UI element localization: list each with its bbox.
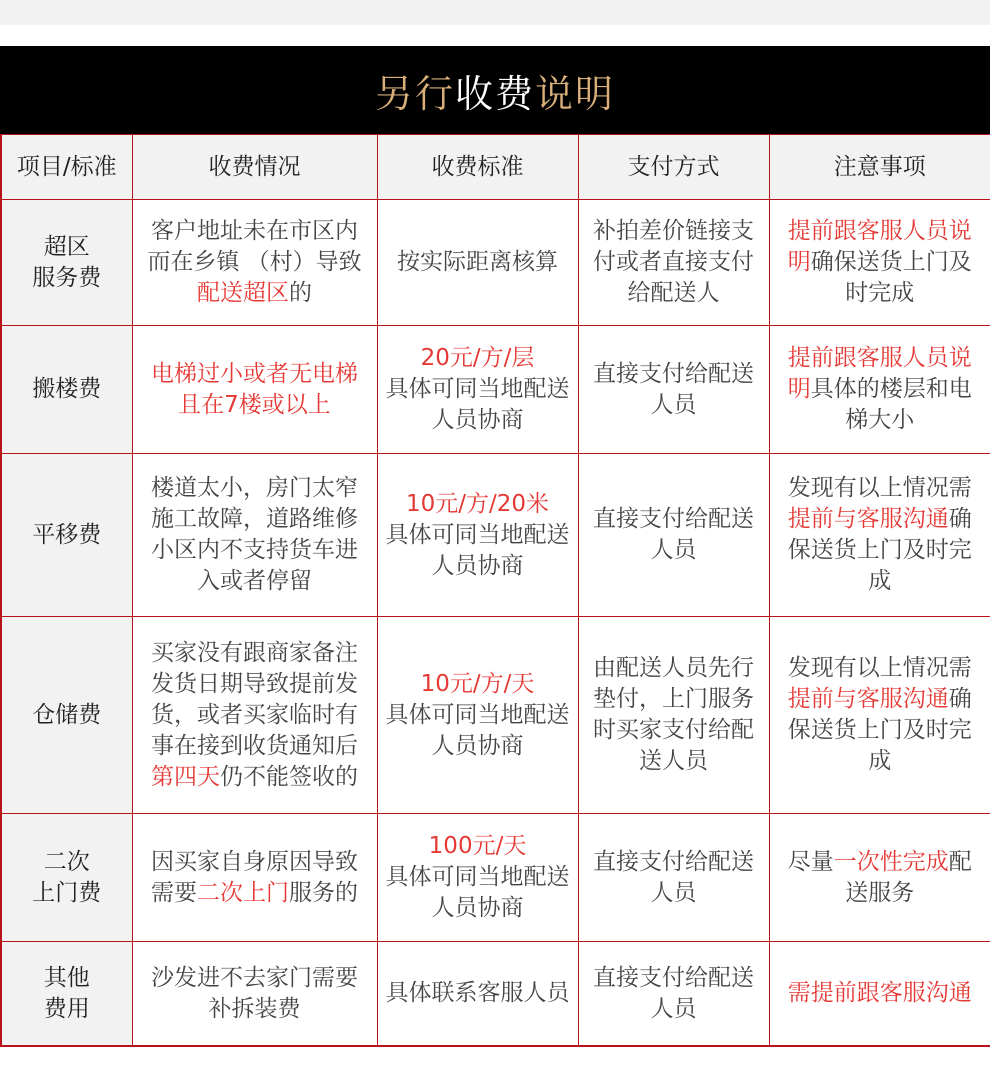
highlight-text: 第四天: [151, 763, 220, 790]
header-row: [1, 135, 990, 200]
payment-cell: [578, 617, 769, 814]
standard-cell: [377, 454, 578, 617]
highlight-text: 10元/方/20米: [405, 490, 550, 517]
cell-text: 直接支付给配送人员: [593, 964, 754, 1022]
situation-cell: [132, 200, 377, 326]
table-row: [1, 942, 990, 1046]
top-strip: [0, 0, 990, 25]
header-situation: 收费情况: [132, 135, 377, 200]
highlight-text: 配送超区: [197, 280, 289, 307]
notes-cell: [769, 617, 990, 814]
header-item: 项目/标准: [1, 135, 132, 200]
header-payment: 支付方式: [578, 135, 769, 200]
notes-cell: [769, 942, 990, 1046]
cell-text: 沙发进不去家门需要补拆装费: [151, 964, 358, 1022]
table-row: [1, 326, 990, 454]
highlight-text: 提前跟客服人员说明: [787, 218, 972, 276]
highlight-text: 电梯过小或者无电梯且在7楼或以上: [151, 360, 358, 418]
situation-cell: [132, 942, 377, 1046]
situation-cell: [132, 617, 377, 814]
cell-text: 客户地址未在市区内而在乡镇 （村）导致: [147, 218, 362, 276]
row-item-cell: [1, 942, 132, 1046]
situation-cell: [132, 814, 377, 942]
cell-text: 买家没有跟商家备注发货日期导致提前发货，或者买家临时有事在接到收货通知后: [151, 639, 358, 759]
row-item-cell: [1, 200, 132, 326]
cell-text: 具体可同当地配送人员协商: [385, 864, 570, 922]
cell-text: 直接支付给配送人员: [593, 360, 754, 418]
cell-text: 发现有以上情况需: [787, 655, 972, 682]
item-label: 搬楼费: [32, 376, 102, 403]
highlight-text: 20元/方/层: [420, 345, 535, 372]
cell-text: 具体联系客服人员: [385, 980, 570, 1007]
item-label: 费用: [43, 995, 90, 1022]
item-label: 二次: [43, 848, 90, 875]
cell-text: 仍不能签收的: [220, 763, 358, 790]
cell-text: 确保送货上门及时完成: [810, 249, 972, 307]
payment-cell: [578, 200, 769, 326]
standard-cell: [377, 942, 578, 1046]
situation-cell: [132, 326, 377, 454]
situation-cell: [132, 454, 377, 617]
highlight-text: 需提前跟客服沟通: [787, 980, 972, 1007]
table-row: [1, 617, 990, 814]
header-standard: 收费标准: [377, 135, 578, 200]
payment-cell: [578, 942, 769, 1046]
payment-cell: [578, 326, 769, 454]
highlight-text: 提前与客服沟通: [787, 686, 949, 713]
standard-cell: [377, 617, 578, 814]
item-label: 服务费: [32, 264, 102, 291]
item-label: 仓储费: [32, 701, 102, 728]
cell-text: 由配送人员先行垫付，上门服务时买家支付给配送人员: [593, 655, 754, 775]
highlight-text: 一次性完成: [833, 848, 949, 875]
highlight-text: 10元/方/天: [420, 670, 535, 697]
row-item-cell: [1, 617, 132, 814]
highlight-text: 100元/天: [428, 833, 527, 860]
table-row: [1, 454, 990, 617]
item-label: 其他: [43, 964, 90, 991]
standard-cell: [377, 814, 578, 942]
standard-cell: [377, 326, 578, 454]
cell-text: 具体的楼层和电梯大小: [810, 376, 972, 434]
cell-text: 补拍差价链接支付或者直接支付给配送人: [593, 218, 754, 307]
notes-cell: [769, 454, 990, 617]
title-part-1: 另行: [374, 71, 455, 116]
notes-cell: [769, 326, 990, 454]
page-title: [0, 46, 990, 134]
cell-text: 直接支付给配送人员: [593, 848, 754, 906]
highlight-text: 提前与客服沟通: [787, 506, 949, 533]
item-label: 上门费: [32, 879, 102, 906]
cell-text: 具体可同当地配送人员协商: [385, 376, 570, 434]
item-label: 平移费: [32, 521, 102, 548]
cell-text: 确保送货上门及时完成: [787, 506, 972, 595]
row-item-cell: [1, 326, 132, 454]
table-row: [1, 200, 990, 326]
fee-table: [0, 134, 990, 1047]
notes-cell: [769, 814, 990, 942]
cell-text: 确保送货上门及时完成: [787, 686, 972, 775]
payment-cell: [578, 454, 769, 617]
cell-text: 服务的: [289, 879, 358, 906]
table-row: [1, 814, 990, 942]
cell-text: 因买家自身原因导致需要: [151, 848, 358, 906]
highlight-text: 提前跟客服人员说明: [787, 345, 972, 403]
standard-cell: [377, 200, 578, 326]
highlight-text: 二次上门: [197, 879, 289, 906]
cell-text: 配送服务: [845, 848, 972, 906]
row-item-cell: [1, 814, 132, 942]
notes-cell: [769, 200, 990, 326]
cell-text: 楼道太小，房门太窄施工故障，道路维修小区内不支持货车进入或者停留: [151, 475, 358, 595]
payment-cell: [578, 814, 769, 942]
title-part-2: 收费: [454, 71, 535, 116]
cell-text: 按实际距离核算: [397, 249, 558, 276]
cell-text: 具体可同当地配送人员协商: [385, 521, 570, 579]
header-notes: 注意事项: [769, 135, 990, 200]
cell-text: 具体可同当地配送人员协商: [385, 701, 570, 759]
title-part-3: 说明: [535, 71, 616, 116]
cell-text: 直接支付给配送人员: [593, 506, 754, 564]
cell-text: 尽量: [787, 848, 834, 875]
cell-text: 的: [289, 280, 312, 307]
cell-text: 发现有以上情况需: [787, 475, 972, 502]
item-label: 超区: [43, 233, 90, 260]
row-item-cell: [1, 454, 132, 617]
